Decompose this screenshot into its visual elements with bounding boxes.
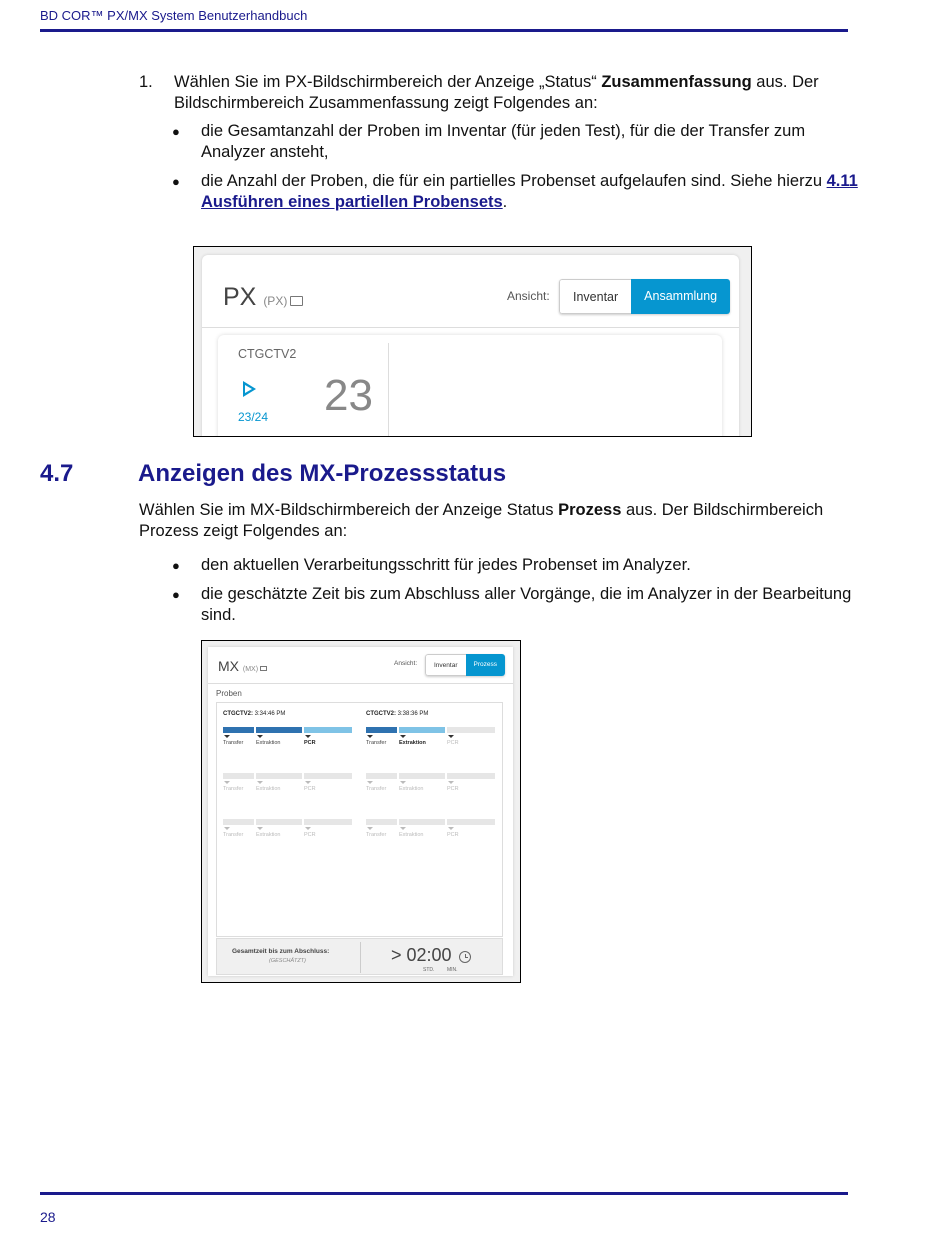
bullet-text: die Anzahl der Proben, die für ein partielles Probenset aufgelaufen sind. Siehe hierzu xyxy=(201,172,827,190)
step-label: Transfer xyxy=(366,832,387,838)
step-marker-icon xyxy=(367,827,373,830)
progress-segment xyxy=(256,819,302,825)
section-title: Anzeigen des MX-Prozessstatus xyxy=(138,460,507,487)
empty-slot xyxy=(366,813,498,843)
step-label: PCR xyxy=(304,832,316,838)
progress-segment xyxy=(304,773,352,779)
empty-slot xyxy=(366,767,498,797)
bullet-text: die geschätzte Zeit bis zum Abschluss aller Vorgänge, die im Analyzer in der Bearbeitung sind. xyxy=(201,585,852,624)
progress-segment xyxy=(366,773,397,779)
progress-segment xyxy=(366,819,397,825)
list-item xyxy=(139,121,859,163)
progress-segment xyxy=(223,773,254,779)
step-label: PCR xyxy=(304,786,316,792)
cast-icon xyxy=(260,666,267,671)
mx-screenshot xyxy=(201,640,521,983)
inventory-count: 23 xyxy=(324,371,373,420)
process-button[interactable]: Prozess xyxy=(466,654,505,676)
sample-set-assay: CTGCTV2: xyxy=(223,711,253,717)
px-panel xyxy=(202,255,739,437)
step-marker-icon xyxy=(448,781,454,784)
estimated-label: (GESCHÄTZT) xyxy=(269,958,306,964)
progress-row xyxy=(223,773,355,797)
hours-unit: STD. xyxy=(423,967,435,973)
px-title xyxy=(223,283,303,312)
view-label: Ansicht: xyxy=(507,289,550,303)
progress-segment xyxy=(256,773,302,779)
step-text xyxy=(174,72,859,114)
sample-set-header xyxy=(366,711,498,721)
section-heading xyxy=(40,460,506,488)
total-time-label: Gesamtzeit bis zum Abschluss: xyxy=(232,948,330,955)
assay-tile xyxy=(218,335,722,437)
sample-set xyxy=(366,711,498,751)
progress-segment xyxy=(399,773,445,779)
mx-subtitle: (MX) xyxy=(242,666,259,673)
minutes-unit: MIN. xyxy=(447,967,458,973)
step-marker-icon xyxy=(257,827,263,830)
samples-label: Proben xyxy=(216,689,242,698)
list-item xyxy=(139,171,859,213)
step-label: Extraktion xyxy=(256,786,281,792)
progress-segment xyxy=(399,819,445,825)
step-label: Transfer xyxy=(223,740,244,746)
progress-row xyxy=(366,727,498,751)
footer-divider xyxy=(360,942,361,973)
inventory-button[interactable]: Inventar xyxy=(559,279,631,314)
inventory-button[interactable]: Inventar xyxy=(425,654,466,676)
bullet-dot-icon: ● xyxy=(172,174,180,189)
progress-row xyxy=(366,773,498,797)
step-marker-icon xyxy=(224,827,230,830)
step-marker-icon xyxy=(448,735,454,738)
step-label: Extraktion xyxy=(256,832,281,838)
bullet-dot-icon: ● xyxy=(172,124,180,139)
step-text-bold: Zusammenfassung xyxy=(601,73,752,91)
samples-panel xyxy=(216,702,503,937)
step-marker-icon xyxy=(257,735,263,738)
px-screenshot xyxy=(193,246,752,437)
page-number: 28 xyxy=(40,1209,56,1225)
intro-bold: Prozess xyxy=(558,501,622,519)
cast-icon xyxy=(290,296,303,306)
partial-ratio: 23/24 xyxy=(238,410,269,424)
divider xyxy=(208,683,513,684)
intro-after: aus. Der Bildschirmbereich Prozess zeigt Folgendes an: xyxy=(139,501,824,540)
section-intro xyxy=(139,500,859,542)
sample-set-assay: CTGCTV2: xyxy=(366,711,396,717)
step-marker-icon xyxy=(224,735,230,738)
progress-segment xyxy=(447,819,495,825)
step-label: Extraktion xyxy=(256,740,281,746)
step-marker-icon xyxy=(400,827,406,830)
px-subtitle: (PX) xyxy=(263,294,288,308)
sample-set-time: 3:38:36 PM xyxy=(397,711,429,717)
step-label: Extraktion xyxy=(399,786,424,792)
view-label: Ansicht: xyxy=(394,660,418,667)
step-label: PCR xyxy=(447,832,459,838)
progress-segment xyxy=(399,727,445,733)
progress-row xyxy=(223,819,355,843)
progress-row xyxy=(366,819,498,843)
total-time-value: > 02:00 xyxy=(391,945,452,965)
px-title-text: PX xyxy=(223,283,257,311)
total-time-bar xyxy=(216,938,503,975)
process-bullet-list xyxy=(139,555,859,634)
list-item xyxy=(139,555,859,576)
progress-segment xyxy=(447,773,495,779)
step-text-after: aus. Der Bildschirmbereich Zusammenfassung zeigt Folgendes an: xyxy=(174,73,819,112)
step-marker-icon xyxy=(224,781,230,784)
step-label: Transfer xyxy=(223,832,244,838)
footer-rule xyxy=(40,1192,848,1195)
step-label: Extraktion xyxy=(399,832,424,838)
list-item xyxy=(139,584,859,626)
bullet-dot-icon: ● xyxy=(172,587,180,602)
step-marker-icon xyxy=(367,735,373,738)
intro-before: Wählen Sie im MX-Bildschirmbereich der Anzeige Status xyxy=(139,501,559,519)
step-label: PCR xyxy=(304,740,316,746)
running-header: BD COR™ PX/MX System Benutzerhandbuch xyxy=(40,8,308,23)
tile-divider xyxy=(388,343,389,437)
step-marker-icon xyxy=(367,781,373,784)
step-label: PCR xyxy=(447,740,459,746)
step-marker-icon xyxy=(257,781,263,784)
progress-segment xyxy=(447,727,495,733)
section-number: 4.7 xyxy=(40,460,74,487)
accumulation-button[interactable]: Ansammlung xyxy=(631,279,730,314)
bullet-text: den aktuellen Verarbeitungsschritt für jedes Probenset im Analyzer. xyxy=(201,556,691,574)
step-marker-icon xyxy=(400,735,406,738)
step-marker-icon xyxy=(305,827,311,830)
section-link[interactable]: 4.11 Ausführen eines partiellen Probensets xyxy=(201,172,858,211)
progress-segment xyxy=(304,819,352,825)
progress-segment xyxy=(223,727,254,733)
step-text-before: Wählen Sie im PX-Bildschirmbereich der Anzeige „Status“ xyxy=(174,73,602,91)
divider xyxy=(202,327,739,328)
assay-name: CTGCTV2 xyxy=(238,347,297,361)
bullet-text-after: . xyxy=(502,193,508,211)
step-label: PCR xyxy=(447,786,459,792)
progress-row xyxy=(223,727,355,751)
step-marker-icon xyxy=(400,781,406,784)
step-label: Extraktion xyxy=(399,740,426,746)
play-icon-inner xyxy=(245,385,252,393)
step-label: Transfer xyxy=(366,786,387,792)
step-marker-icon xyxy=(448,827,454,830)
sample-set-time: 3:34:46 PM xyxy=(254,711,286,717)
view-toggle xyxy=(559,279,730,314)
sample-set xyxy=(223,711,355,751)
clock-icon xyxy=(459,951,471,963)
step-number: 1. xyxy=(139,73,153,91)
mx-title-text: MX xyxy=(218,658,239,674)
mx-title xyxy=(218,658,267,674)
view-toggle xyxy=(425,654,505,676)
progress-segment xyxy=(223,819,254,825)
step-1 xyxy=(139,72,859,114)
bullet-dot-icon: ● xyxy=(172,558,180,573)
progress-segment xyxy=(304,727,352,733)
header-rule xyxy=(40,29,848,32)
step-label: Transfer xyxy=(366,740,387,746)
sample-set-header xyxy=(223,711,355,721)
step-label: Transfer xyxy=(223,786,244,792)
bullet-text: die Gesamtanzahl der Proben im Inventar (für jeden Test), für die der Transfer zum Analyzer ansteht, xyxy=(201,122,806,161)
summary-bullet-list xyxy=(139,121,859,221)
empty-slot xyxy=(223,767,355,797)
mx-panel xyxy=(208,647,513,976)
progress-segment xyxy=(256,727,302,733)
empty-slot xyxy=(223,813,355,843)
step-marker-icon xyxy=(305,781,311,784)
progress-segment xyxy=(366,727,397,733)
step-marker-icon xyxy=(305,735,311,738)
